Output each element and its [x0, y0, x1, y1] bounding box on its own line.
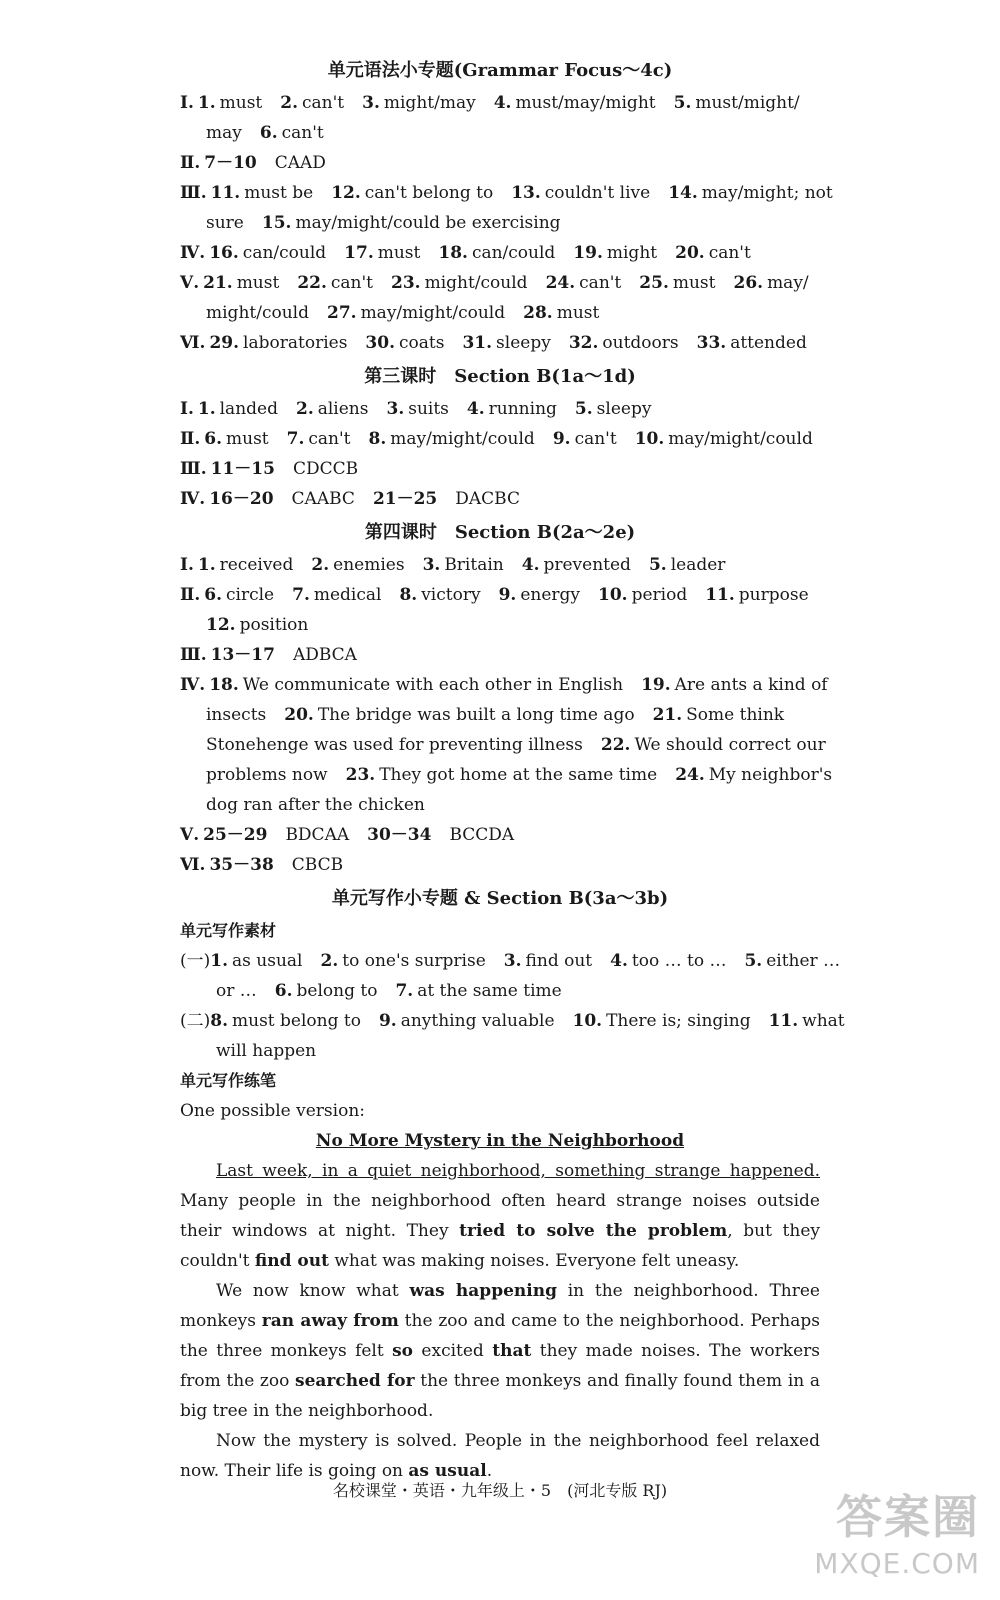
answer-line: Ⅳ. 16. can/could 17. must 18. can/could 19. might 20. can't: [180, 243, 751, 263]
section-title-section-b-1a: 第三课时 Section B(1a～1d): [364, 366, 636, 387]
answer-line: Ⅲ. 11－15 CDCCB: [180, 459, 359, 479]
section-title-grammar-focus: 单元语法小专题(Grammar Focus～4c): [327, 60, 673, 81]
answer-line: problems now 23. They got home at the same time 24. My neighbor's: [206, 765, 833, 785]
answer-line: Ⅱ. 6. must 7. can't 8. may/might/could 9. can't 10. may/might/could: [180, 429, 813, 449]
answer-line: insects 20. The bridge was built a long time ago 21. Some think: [206, 705, 785, 725]
answer-line: dog ran after the chicken: [206, 795, 425, 815]
answer-line: Ⅳ. 16－20 CAABC 21－25 DACBC: [180, 489, 520, 509]
essay-paragraph: We now know what was happening in the neighborhood. Three monkeys ran away from the zoo and came to the neighborhood. Perhaps the three monkeys felt so excited that they made noises. The workers from the zoo searched for the three monkeys and finally found them in a big tree in the neighborhood.: [180, 1281, 820, 1421]
answer-line: may 6. can't: [206, 123, 324, 143]
answer-line: 12. position: [206, 615, 309, 635]
section-title-section-b-2a: 第四课时 Section B(2a～2e): [364, 522, 636, 543]
answer-line: or … 6. belong to 7. at the same time: [216, 981, 562, 1001]
answer-line: (二) 8. must belong to 9. anything valuable 10. There is; singing 11. what: [180, 1011, 845, 1031]
essay-paragraph: Last week, in a quiet neighborhood, something strange happened. Many people in the neighborhood often heard strange noises outside their windows at night. They tried to solve the problem, but they couldn't find out what was making noises. Everyone felt uneasy.: [180, 1161, 820, 1271]
answer-line: will happen: [216, 1041, 317, 1061]
answer-line: sure 15. may/might/could be exercising: [206, 213, 561, 233]
subheading-writing-practice: 单元写作练笔: [180, 1071, 277, 1090]
answer-line: Ⅱ. 6. circle 7. medical 8. victory 9. energy 10. period 11. purpose: [180, 585, 809, 605]
watermark-url: MXQE.COM: [814, 1547, 980, 1580]
essay-title: No More Mystery in the Neighborhood: [315, 1131, 685, 1151]
answer-line: Ⅱ. 7－10 CAAD: [180, 153, 326, 173]
essay-paragraph: Now the mystery is solved. People in the neighborhood feel relaxed now. Their life is going on as usual.: [180, 1431, 820, 1481]
answer-line: Ⅴ. 21. must 22. can't 23. might/could 24. can't 25. must 26. may/: [180, 273, 809, 293]
answer-line: Stonehenge was used for preventing illness 22. We should correct our: [206, 735, 826, 755]
watermark-logo: [814, 1481, 980, 1580]
watermark-text: 答案圈: [836, 1490, 980, 1544]
sample-intro: One possible version:: [180, 1101, 365, 1121]
answer-line: Ⅳ. 18. We communicate with each other in English 19. Are ants a kind of: [180, 675, 828, 695]
section-title-writing: 单元写作小专题 & Section B(3a～3b): [331, 888, 669, 909]
answer-line: Ⅴ. 25－29 BDCAA 30－34 BCCDA: [180, 825, 515, 845]
answer-line: Ⅰ. 1. received 2. enemies 3. Britain 4. prevented 5. leader: [180, 555, 726, 575]
answer-line: Ⅵ. 35－38 CBCB: [180, 855, 344, 875]
page-footer: 名校课堂・英语・九年级上・5 (河北专版 RJ): [332, 1481, 668, 1500]
answer-line: Ⅲ. 11. must be 12. can't belong to 13. couldn't live 14. may/might; not: [180, 183, 833, 203]
subheading-writing-materials: 单元写作素材: [180, 921, 277, 940]
answer-line: Ⅲ. 13－17 ADBCA: [180, 645, 357, 665]
answer-line: might/could 27. may/might/could 28. must: [206, 303, 600, 323]
answer-line: Ⅵ. 29. laboratories 30. coats 31. sleepy 32. outdoors 33. attended: [180, 333, 807, 353]
answer-page: [180, 52, 845, 1486]
answer-line: Ⅰ. 1. must 2. can't 3. might/may 4. must/may/might 5. must/might/: [180, 93, 800, 113]
answer-line: Ⅰ. 1. landed 2. aliens 3. suits 4. running 5. sleepy: [180, 399, 652, 419]
answer-line: (一) 1. as usual 2. to one's surprise 3. find out 4. too … to … 5. either …: [180, 951, 841, 971]
